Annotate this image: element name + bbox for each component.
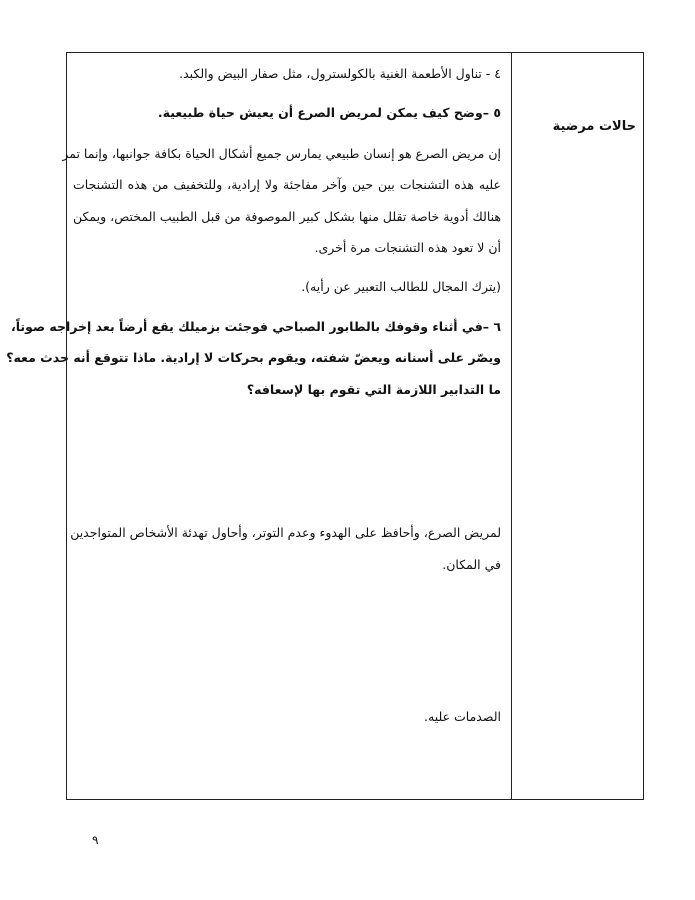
column-divider: [511, 53, 512, 799]
q5-answer-line: عليه هذه التشنجات بين حين وآخر مفاجئة ولا إرادية، وللتخفيف من هذه التشنجات: [73, 177, 501, 192]
q5-answer-line: أن لا تعود هذه التشنجات مرة أخرى.: [314, 240, 501, 255]
step-1-line: في المكان.: [442, 557, 501, 572]
question-5-title: ٥ –وضح كيف يمكن لمريض الصرع أن يعيش حياة طبيعية.: [157, 105, 501, 120]
question-6-title-line: ٦ –في أثناء وقوفك بالطابور الصباحي فوجئت بزميلك يقع أرضاً بعد إخراجه صوتاً،: [10, 319, 501, 334]
item-4-text: ٤ - تناول الأطعمة الغنية بالكولسترول، مثل صفار البيض والكبد.: [179, 66, 501, 81]
q5-answer-line: إن مريض الصرع هو إنسان طبيعي يمارس جميع أشكال الحياة بكافة جوانبها، وإنما تمر: [62, 146, 501, 161]
q5-answer-line: هنالك أدوية خاصة تقلل منها بشكل كبير الموصوفة من قبل الطبيب المختص، ويمكن: [73, 209, 501, 224]
step-1-line: لمريض الصرع، وأحافظ على الهدوء وعدم التوتر، وأحاول تهدئة الأشخاص المتواجدين: [70, 525, 501, 540]
content-table: [6, 52, 644, 800]
step-4-line: الصدمات عليه.: [424, 709, 501, 724]
question-6-title-line: ما التدابير اللازمة التي تقوم بها لإسعافه؟: [246, 382, 501, 397]
answers-column: [6, 53, 505, 799]
page-number: ٩: [92, 833, 99, 847]
q5-note: (يترك المجال للطالب التعبير عن رأيه).: [301, 279, 501, 294]
side-heading: حالات مرضية: [552, 119, 636, 134]
question-6-title-line: ويصّر على أسنانه ويعضّ شفته، ويقوم بحركات لا إرادية. ماذا تتوقع أنه حدث معه؟: [6, 350, 501, 365]
